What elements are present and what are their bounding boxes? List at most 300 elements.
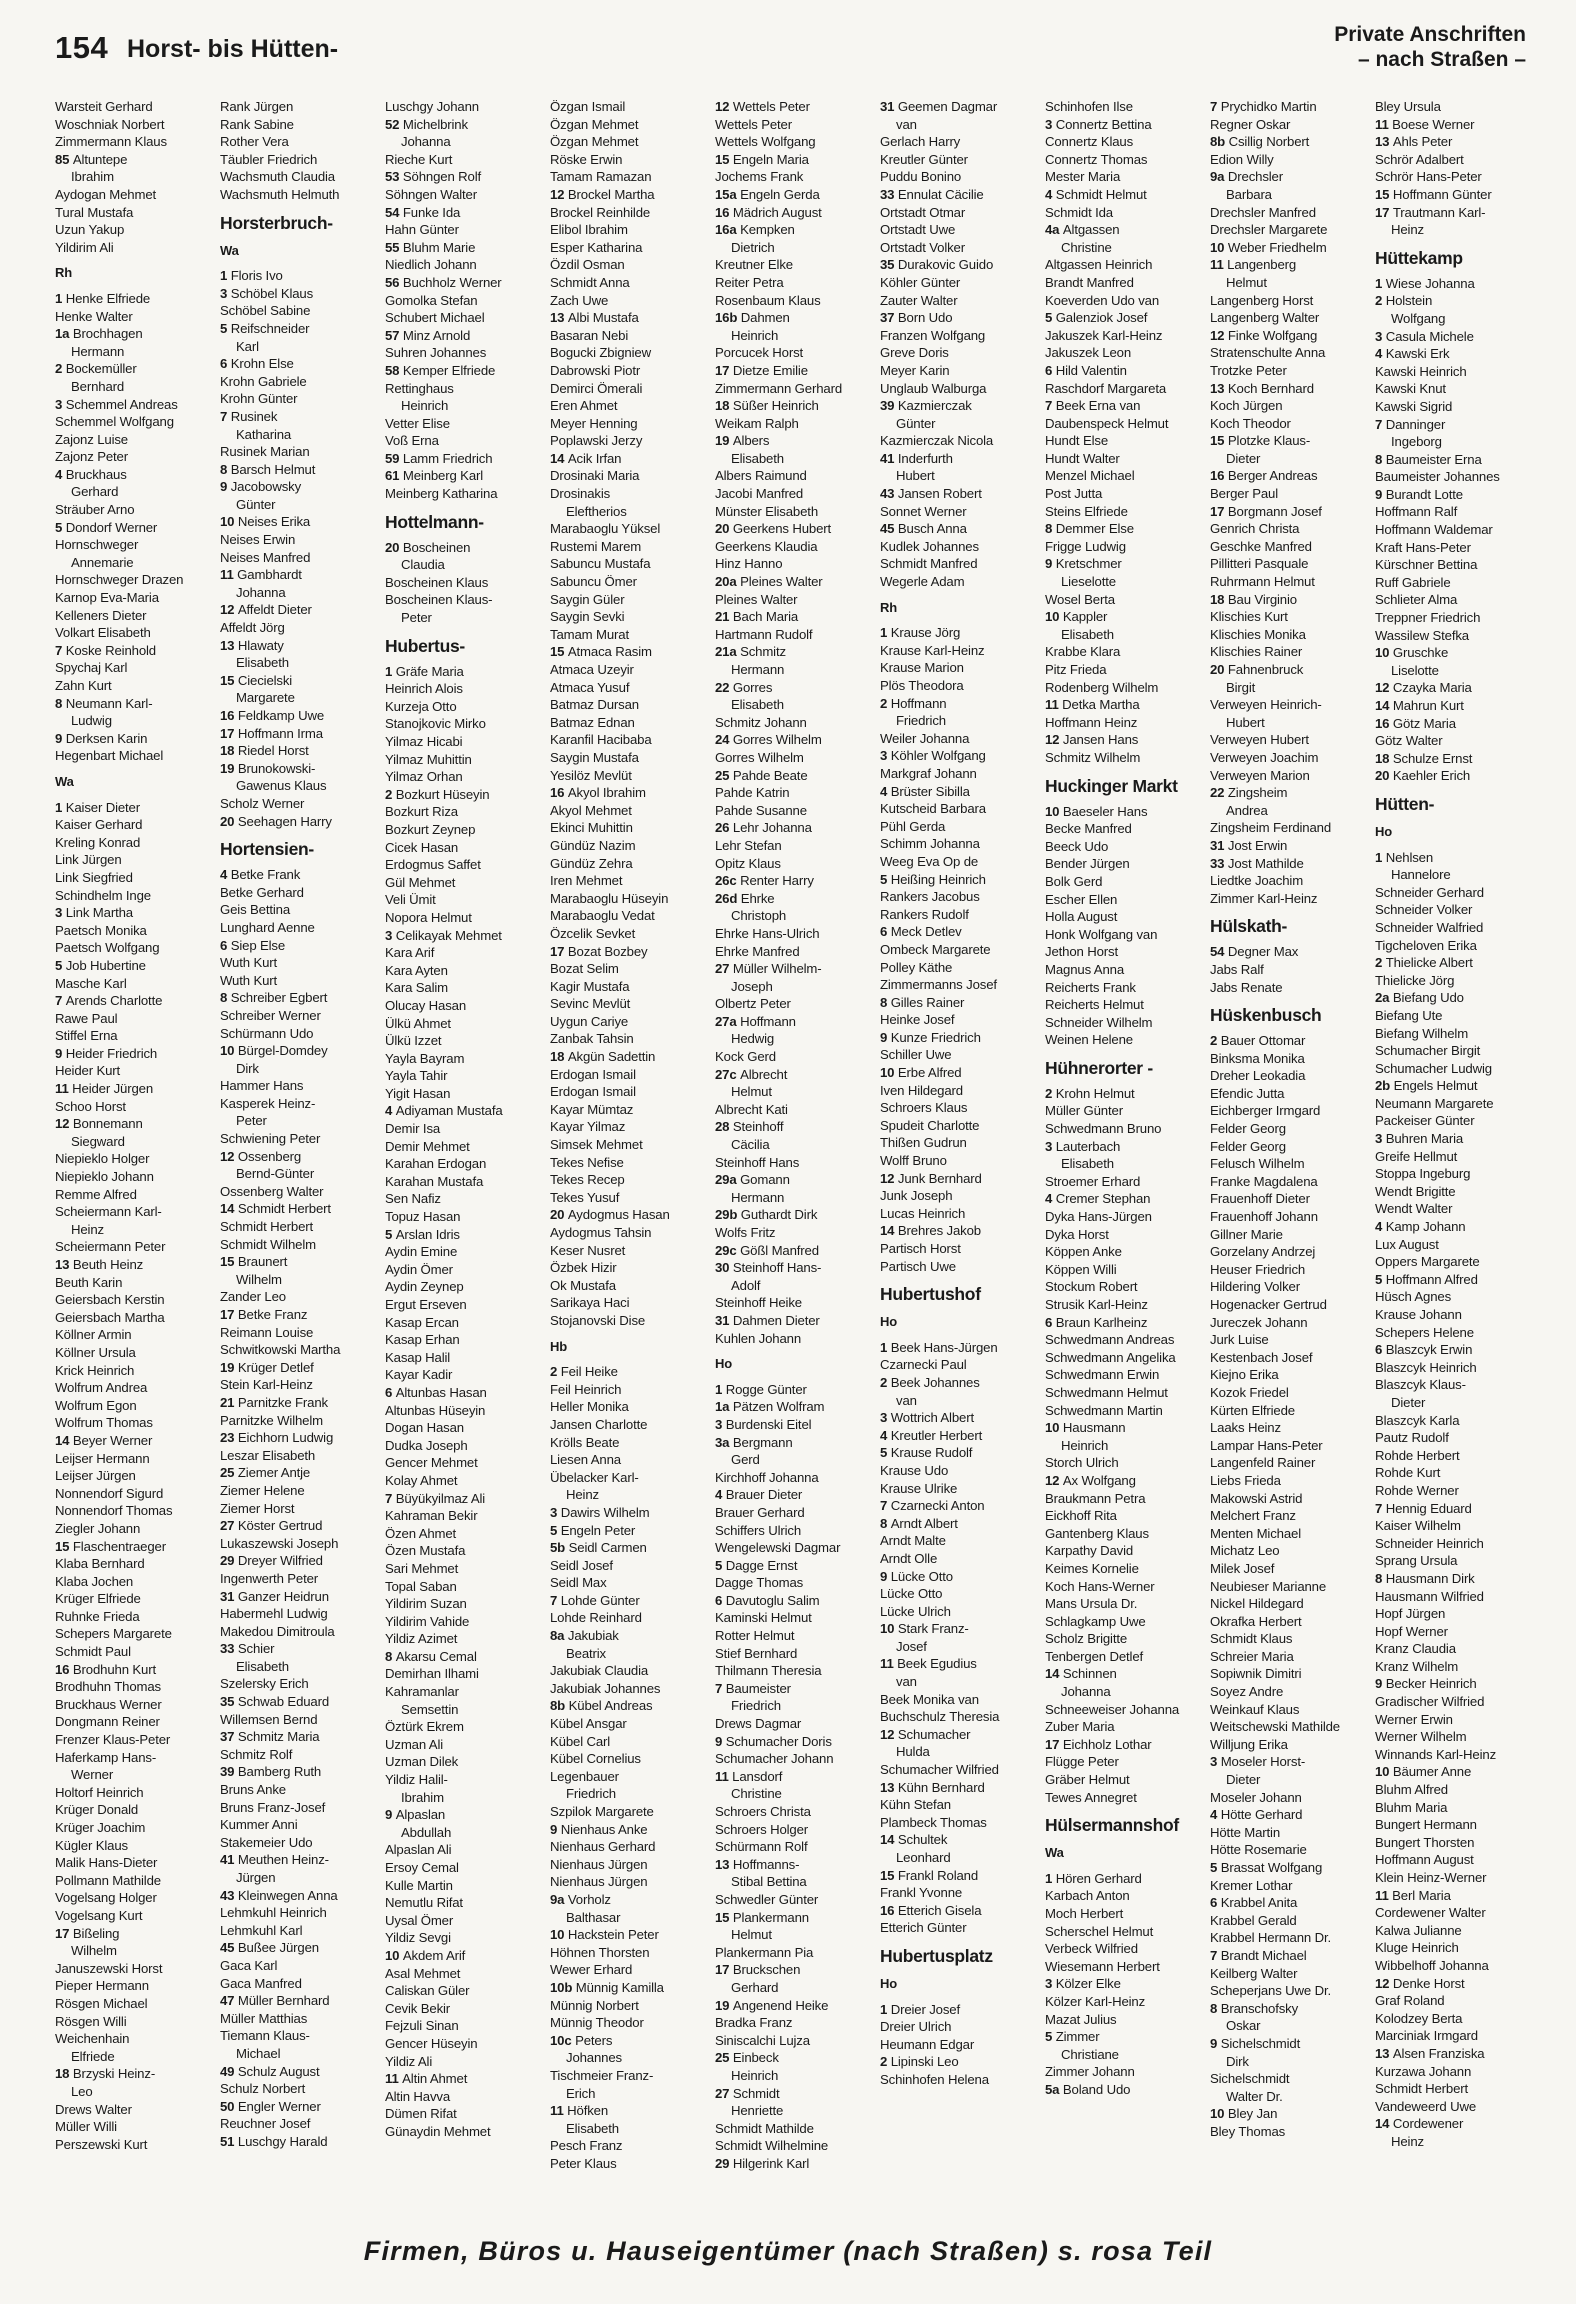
resident-name: Nemutlu Rifat: [385, 1895, 463, 1911]
resident-name: Kudlek Johannes: [880, 538, 979, 554]
resident-entry: [385, 591, 545, 609]
resident-entry: [220, 742, 380, 760]
resident-name: Burdenski Eitel: [725, 1416, 812, 1432]
resident-name: Schoo Horst: [55, 1098, 126, 1114]
resident-entry: [1045, 168, 1205, 186]
resident-name: Felder Georg: [1210, 1138, 1286, 1154]
resident-name: Peter: [401, 610, 432, 626]
resident-name: Thielicke Albert: [1385, 955, 1473, 971]
resident-entry: [1375, 2027, 1535, 2045]
resident-name: Kawski Erk: [1385, 346, 1450, 362]
resident-entry: [550, 186, 710, 204]
house-number: 11: [1375, 1887, 1393, 1903]
house-number: 8: [385, 1648, 396, 1664]
resident-name: Schmidt Herbert: [1375, 2081, 1469, 2097]
resident-entry: [1045, 1595, 1205, 1613]
resident-entry: [550, 221, 710, 239]
resident-name: Vetter Elise: [385, 415, 450, 431]
resident-name: Willemsen Bernd: [220, 1711, 318, 1727]
resident-entry: [1045, 520, 1205, 538]
resident-entry: [1210, 1789, 1370, 1807]
listing-column: [220, 98, 380, 2228]
resident-name: Höfken: [567, 2103, 609, 2119]
entry-continuation: [220, 1060, 380, 1078]
resident-name: Ludwig: [71, 713, 112, 729]
resident-entry: [880, 2036, 1040, 2054]
resident-name: Niepieklo Johann: [55, 1169, 154, 1185]
resident-entry: [385, 1296, 545, 1314]
resident-entry: [220, 461, 380, 479]
house-number: 2: [1375, 293, 1386, 309]
resident-entry: [550, 1856, 710, 1874]
resident-name: Altuntepe: [72, 151, 128, 167]
resident-name: Galenziok Josef: [1055, 310, 1148, 326]
resident-name: Rankers Jacobus: [880, 889, 980, 905]
house-number: 22: [715, 679, 733, 695]
resident-name: Krohn Günter: [220, 391, 298, 407]
resident-name: Kayar Mümtaz: [550, 1101, 634, 1117]
house-number: 2: [880, 695, 891, 711]
house-number: 8a: [550, 1628, 568, 1644]
resident-name: Katharina: [236, 426, 292, 442]
house-number: 15: [880, 1867, 898, 1883]
resident-name: Albi Mustafa: [567, 310, 639, 326]
resident-name: Krabbel Gerald: [1210, 1912, 1297, 1928]
resident-entry: [220, 2098, 380, 2116]
resident-entry: [1045, 467, 1205, 485]
house-number: 21: [715, 609, 733, 625]
resident-entry: [385, 874, 545, 892]
resident-entry: [880, 783, 1040, 801]
resident-entry: [385, 891, 545, 909]
resident-name: Beeck Udo: [1045, 838, 1109, 854]
resident-name: Kasap Ercan: [385, 1314, 459, 1330]
resident-name: Szelersky Erich: [220, 1676, 309, 1692]
resident-entry: [1210, 397, 1370, 415]
resident-entry: [1210, 643, 1370, 661]
resident-name: Elisabeth: [236, 655, 289, 671]
house-number: 1: [1045, 1870, 1056, 1886]
resident-entry: [220, 1781, 380, 1799]
resident-name: Schepers Margarete: [55, 1626, 172, 1642]
resident-name: Zuber Maria: [1045, 1719, 1115, 1735]
resident-name: Kummer Anni: [220, 1817, 298, 1833]
resident-entry: [385, 1595, 545, 1613]
resident-entry: [1210, 1261, 1370, 1279]
resident-name: Nienhaus Jürgen: [550, 1874, 648, 1890]
resident-name: Fahnenbruck: [1227, 662, 1304, 677]
resident-entry: [880, 1011, 1040, 1029]
resident-name: Funke Ida: [402, 204, 461, 220]
resident-name: Neises Manfred: [220, 549, 311, 565]
resident-entry: [1045, 1578, 1205, 1596]
resident-entry: [385, 1402, 545, 1420]
resident-entry: [550, 1083, 710, 1101]
resident-name: Reifschneider: [230, 320, 310, 336]
resident-entry: [1045, 696, 1205, 714]
resident-name: Neises Erwin: [220, 532, 296, 548]
house-number: 17: [220, 725, 238, 741]
resident-name: Albrecht Kati: [715, 1101, 788, 1117]
resident-name: Schwitkowski Martha: [220, 1342, 341, 1358]
resident-name: Hulda: [896, 1744, 930, 1760]
resident-name: Ülkü Izzet: [385, 1033, 442, 1049]
entry-continuation: [1375, 433, 1535, 451]
resident-entry: [220, 116, 380, 134]
house-number: 27: [220, 1518, 238, 1534]
resident-name: Schwedmann Erwin: [1045, 1367, 1160, 1383]
resident-entry: [1045, 1870, 1205, 1888]
resident-entry: [550, 1733, 710, 1751]
resident-name: Claudia: [401, 557, 445, 573]
resident-name: Dieter: [1391, 1394, 1426, 1410]
resident-name: Jakuszek Leon: [1045, 345, 1132, 361]
resident-name: Kübel Andreas: [568, 1698, 653, 1714]
entry-continuation: [55, 378, 215, 396]
resident-entry: [1045, 1542, 1205, 1560]
resident-name: Kara Ayten: [385, 962, 448, 978]
resident-name: Krause Marion: [880, 660, 964, 676]
house-number: 9: [880, 1568, 891, 1584]
house-number: 7: [1210, 99, 1221, 114]
resident-entry: [1210, 1173, 1370, 1191]
house-number: 1a: [55, 326, 73, 342]
resident-name: Uygun Cariye: [550, 1013, 629, 1029]
resident-name: Sichelschmidt: [1220, 2035, 1301, 2051]
house-number: 1: [880, 2001, 891, 2017]
resident-entry: [1045, 1278, 1205, 1296]
resident-name: Koch Theodor: [1210, 415, 1291, 431]
entry-continuation: [1210, 274, 1370, 292]
entry-continuation: [1210, 802, 1370, 820]
resident-name: Stockum Robert: [1045, 1279, 1138, 1295]
resident-name: Stibal Bettina: [731, 1874, 807, 1890]
resident-entry: [1210, 1806, 1370, 1824]
resident-name: Mädrich August: [732, 204, 822, 220]
resident-entry: [1210, 555, 1370, 573]
resident-entry: [1210, 98, 1370, 116]
resident-name: Schrör Adalbert: [1375, 151, 1464, 167]
resident-name: Schmidt Anna: [550, 274, 630, 290]
resident-name: Boland Udo: [1062, 2081, 1131, 2097]
entry-continuation: [880, 1673, 1040, 1691]
resident-name: Kreutler Herbert: [890, 1427, 983, 1443]
resident-entry: [1045, 1384, 1205, 1402]
resident-entry: [55, 1362, 215, 1380]
resident-name: Job Hubertine: [65, 957, 146, 973]
resident-name: Marabaoglu Hüseyin: [550, 890, 669, 906]
resident-name: Kolodzey Berta: [1375, 2010, 1463, 2026]
resident-entry: [1210, 1929, 1370, 1947]
resident-name: Elisabeth: [1061, 1156, 1114, 1172]
district-label: Rh: [880, 599, 898, 615]
resident-name: Nienhaus Jürgen: [550, 1856, 648, 1872]
resident-name: Felusch Wilhelm: [1210, 1156, 1305, 1172]
resident-name: Schultek: [897, 1832, 948, 1848]
resident-name: Pleines Walter: [715, 591, 798, 607]
resident-entry: [1045, 292, 1205, 310]
resident-entry: [1375, 1781, 1535, 1799]
resident-entry: [1375, 609, 1535, 627]
house-number: 10: [1045, 609, 1063, 625]
house-number: 8: [880, 994, 891, 1010]
resident-entry: [1375, 919, 1535, 937]
resident-entry: [715, 1048, 875, 1066]
resident-entry: [1210, 1595, 1370, 1613]
resident-entry: [55, 904, 215, 922]
street-heading: Hubertusplatz: [880, 1945, 993, 1966]
resident-entry: [715, 1539, 875, 1557]
resident-entry: [715, 1856, 875, 1874]
resident-name: Yildiz Azimet: [385, 1631, 458, 1647]
resident-name: Durakovic Guido: [897, 257, 994, 273]
resident-name: Karpathy David: [1045, 1543, 1134, 1559]
resident-entry: [1375, 1253, 1535, 1271]
resident-entry: [715, 608, 875, 626]
resident-name: Krüger Donald: [55, 1802, 139, 1818]
house-number: 8: [880, 1515, 891, 1531]
resident-entry: [1375, 486, 1535, 504]
resident-entry: [715, 1680, 875, 1698]
resident-entry: [385, 292, 545, 310]
resident-entry: [550, 1277, 710, 1295]
resident-name: Sopiwnik Dimitri: [1210, 1666, 1302, 1682]
resident-name: Hedwig: [731, 1031, 775, 1047]
resident-entry: [220, 478, 380, 496]
resident-name: Schmitz Johann: [715, 714, 807, 730]
resident-entry: [1210, 1683, 1370, 1701]
resident-entry: [715, 133, 875, 151]
resident-name: Hannelore: [1391, 867, 1451, 883]
resident-name: Steins Elfriede: [1045, 503, 1128, 519]
resident-name: Altgassen: [1062, 222, 1120, 238]
resident-entry: [715, 925, 875, 943]
resident-name: Kaminski Helmut: [715, 1610, 812, 1626]
resident-name: Atmaca Uzeyir: [550, 662, 634, 677]
resident-entry: [550, 1101, 710, 1119]
resident-name: Schinnen: [1062, 1666, 1117, 1682]
resident-name: Kurzeja Otto: [385, 698, 457, 714]
resident-name: Haferkamp Hans-: [55, 1749, 157, 1765]
house-number: 16: [55, 1661, 73, 1677]
resident-name: Schwedmann Helmut: [1045, 1384, 1168, 1400]
house-number: 5: [880, 1445, 891, 1461]
resident-name: Kurzawa Johann: [1375, 2063, 1472, 2079]
resident-name: Stakemeier Udo: [220, 1834, 313, 1850]
resident-name: Rankers Rudolf: [880, 906, 969, 922]
resident-entry: [1210, 1226, 1370, 1244]
resident-name: Bruckhaus Werner: [55, 1696, 162, 1712]
resident-name: Verweyen Joachim: [1210, 749, 1319, 765]
resident-name: Yayla Tahir: [385, 1068, 448, 1084]
house-number: 16: [880, 1902, 898, 1918]
resident-name: Malik Hans-Dieter: [55, 1855, 158, 1871]
resident-name: Cordewener: [1392, 2116, 1464, 2132]
resident-name: Schulze Ernst: [1392, 750, 1473, 766]
listing-columns: [55, 98, 1531, 2228]
resident-entry: [385, 116, 545, 134]
resident-entry: [55, 1027, 215, 1045]
resident-entry: [220, 390, 380, 408]
resident-name: Elisabeth: [731, 450, 784, 466]
resident-name: Bender Jürgen: [1045, 856, 1130, 872]
resident-name: Borgmann Josef: [1227, 503, 1322, 519]
resident-name: Aydogmus Hasan: [567, 1207, 670, 1223]
resident-name: Derksen Karin: [65, 730, 148, 746]
resident-name: Wilhelm: [71, 1943, 117, 1959]
resident-entry: [1375, 1588, 1535, 1606]
resident-entry: [220, 1324, 380, 1342]
district-label: Ho: [1375, 823, 1393, 839]
resident-name: Braukmann Petra: [1045, 1490, 1146, 1506]
resident-name: Kürten Elfriede: [1210, 1402, 1295, 1418]
resident-entry: [385, 979, 545, 997]
house-number: 6: [385, 1384, 396, 1400]
resident-name: Remme Alfred: [55, 1186, 137, 1202]
resident-name: Makedou Dimitroula: [220, 1623, 335, 1639]
resident-entry: [1375, 1429, 1535, 1447]
resident-entry: [1375, 133, 1535, 151]
resident-name: Gerd: [731, 1452, 760, 1468]
resident-name: Köllner Ursula: [55, 1344, 136, 1360]
resident-entry: [1375, 1693, 1535, 1711]
resident-entry: [550, 1662, 710, 1680]
resident-name: Marciniak Irmgard: [1375, 2028, 1478, 2044]
resident-entry: [1210, 1490, 1370, 1508]
resident-entry: [880, 344, 1040, 362]
resident-name: Barbara: [1226, 186, 1272, 202]
resident-entry: [1375, 715, 1535, 733]
house-number: 15: [715, 1909, 733, 1925]
resident-name: Casula Michele: [1385, 328, 1474, 344]
resident-entry: [1210, 943, 1370, 961]
resident-name: Schneider Wilhelm: [1045, 1014, 1153, 1030]
entry-continuation: [715, 1785, 875, 1803]
resident-entry: [55, 221, 215, 239]
resident-entry: [880, 239, 1040, 257]
resident-entry: [220, 1675, 380, 1693]
resident-name: Lucas Heinrich: [880, 1205, 966, 1221]
resident-name: Schier: [237, 1641, 275, 1657]
resident-name: Hoffmann August: [1375, 1852, 1474, 1868]
resident-name: Spudeit Charlotte: [880, 1117, 980, 1133]
resident-name: Höhnen Thorsten: [550, 1944, 650, 1960]
resident-name: Feil Heinrich: [550, 1381, 622, 1397]
entry-continuation: [550, 1645, 710, 1663]
entry-continuation: [55, 1221, 215, 1239]
resident-entry: [880, 835, 1040, 853]
resident-entry: [55, 1432, 215, 1450]
resident-entry: [385, 1120, 545, 1138]
resident-name: Meck Detlev: [890, 924, 962, 940]
resident-name: Jethon Horst: [1045, 944, 1118, 960]
resident-entry: [220, 1746, 380, 1764]
resident-name: Minz Arnold: [402, 327, 471, 343]
resident-entry: [715, 116, 875, 134]
resident-entry: [880, 1708, 1040, 1726]
resident-entry: [1375, 2080, 1535, 2098]
resident-name: Boscheinen: [402, 539, 471, 555]
resident-entry: [220, 566, 380, 584]
resident-entry: [715, 1330, 875, 1348]
resident-name: Kaiser Dieter: [65, 799, 140, 815]
resident-entry: [1045, 1753, 1205, 1771]
resident-name: Yilmaz Orhan: [385, 769, 463, 785]
resident-entry: [220, 1728, 380, 1746]
resident-name: Esper Katharina: [550, 239, 643, 255]
resident-entry: [715, 1891, 875, 1909]
resident-entry: [220, 1200, 380, 1218]
resident-name: Betke Gerhard: [220, 884, 304, 900]
resident-name: Kühn Bernhard: [897, 1779, 985, 1795]
resident-name: Uzman Dilek: [385, 1754, 459, 1770]
resident-entry: [385, 1859, 545, 1877]
resident-name: Ombeck Margarete: [880, 941, 991, 957]
resident-name: Kolay Ahmet: [385, 1472, 458, 1488]
resident-name: Bley Jan: [1227, 2106, 1278, 2122]
resident-name: Ehrke Hans-Ulrich: [715, 925, 820, 941]
resident-name: Kayar Yilmaz: [550, 1119, 626, 1135]
house-number: 43: [880, 486, 898, 502]
resident-entry: [550, 2102, 710, 2120]
resident-entry: [1375, 1746, 1535, 1764]
resident-name: Hoffmann Waldemar: [1375, 522, 1493, 538]
resident-name: Sonnet Werner: [880, 503, 967, 519]
resident-name: Stein Karl-Heinz: [220, 1377, 313, 1393]
resident-name: Engeln Peter: [560, 1522, 636, 1538]
resident-entry: [220, 355, 380, 373]
house-number: 5: [1045, 310, 1056, 326]
entry-continuation: [880, 1849, 1040, 1867]
entry-continuation: [385, 1701, 545, 1719]
entry-continuation: [55, 554, 215, 572]
resident-entry: [1210, 168, 1370, 186]
resident-name: Affeldt Jörg: [220, 620, 285, 636]
resident-entry: [880, 695, 1040, 713]
entry-continuation: [715, 1873, 875, 1891]
resident-name: Brandt Michael: [1220, 1947, 1307, 1963]
house-number: 11: [1375, 116, 1393, 132]
house-number: 29a: [715, 1172, 741, 1188]
resident-name: Kübel Ansgar: [550, 1716, 627, 1732]
resident-name: Feldkamp Uwe: [237, 708, 325, 723]
resident-entry: [220, 408, 380, 426]
resident-name: Blaszcyk Erwin: [1385, 1342, 1473, 1358]
house-number: 16: [715, 204, 733, 220]
resident-name: Gawenus Klaus: [236, 778, 327, 794]
resident-entry: [385, 380, 545, 398]
resident-entry: [550, 995, 710, 1013]
resident-entry: [550, 1873, 710, 1891]
resident-entry: [385, 1032, 545, 1050]
resident-name: Wachsmuth Claudia: [220, 169, 335, 185]
resident-entry: [550, 467, 710, 485]
resident-name: Eleftherios: [566, 503, 627, 519]
resident-entry: [880, 1902, 1040, 1920]
resident-entry: [55, 1274, 215, 1292]
resident-name: Dieter: [1226, 1772, 1261, 1788]
resident-entry: [1045, 714, 1205, 732]
district-label: Wa: [55, 773, 74, 789]
resident-name: Brandt Manfred: [1045, 274, 1134, 290]
resident-entry: [1210, 1877, 1370, 1895]
resident-entry: [550, 907, 710, 925]
resident-entry: [1375, 1922, 1535, 1940]
resident-name: Hubert: [896, 468, 935, 484]
house-number: 2a: [1375, 990, 1393, 1006]
resident-name: Koch Jürgen: [1210, 398, 1283, 414]
resident-entry: [55, 1819, 215, 1837]
